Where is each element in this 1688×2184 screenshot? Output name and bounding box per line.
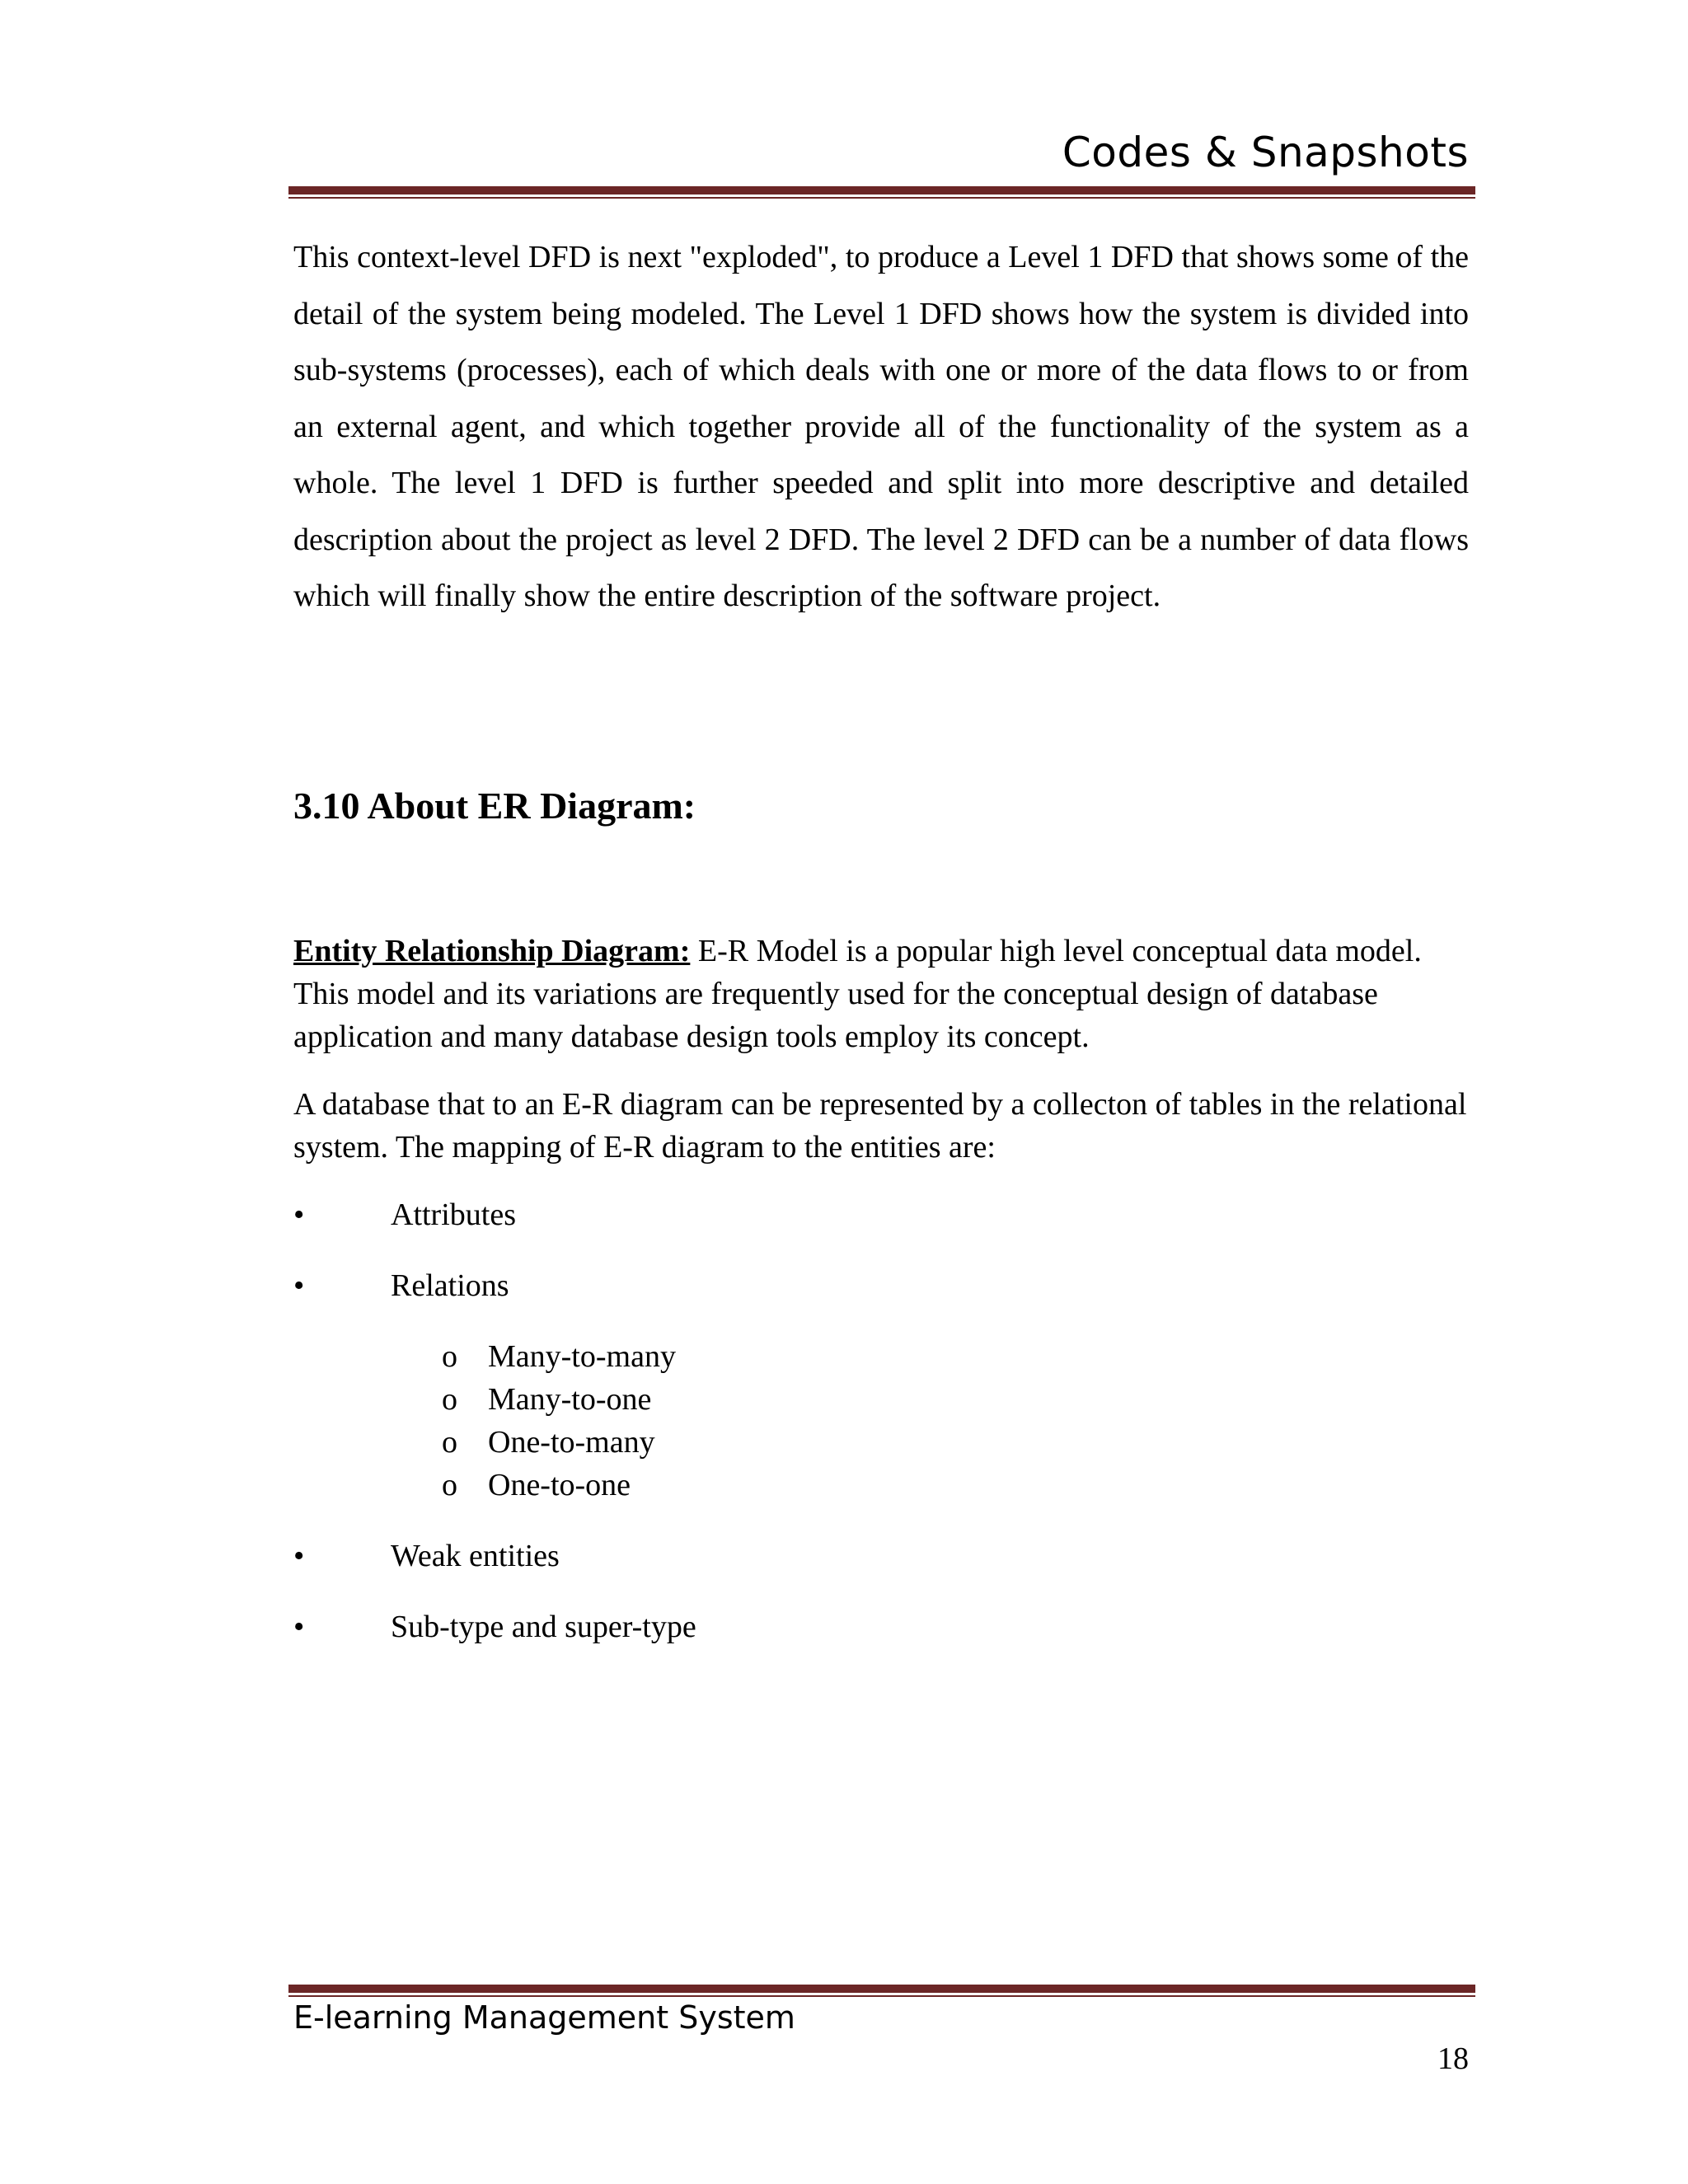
list-item (293, 1535, 1469, 1577)
bullet-icon: • (293, 1197, 305, 1232)
list-item-label: Attributes (391, 1197, 516, 1232)
sub-list-item-label: Many-to-one (488, 1382, 652, 1417)
list-item (293, 1605, 1469, 1648)
running-header: Codes & Snapshots (1062, 129, 1469, 176)
er-definition-text: E-R Model is a popular high level conceptual data model. This model and its variations are frequently used for the conceptual design of database application and many database design tools employ its concept. (293, 934, 1422, 1054)
list-item-label: Weak entities (391, 1539, 560, 1573)
footer-title: E-learning Management System (293, 1999, 795, 2036)
er-definition-paragraph (293, 930, 1469, 1058)
header-rule (288, 186, 1475, 199)
sub-list-item (391, 1421, 1469, 1464)
section-heading: 3.10 About ER Diagram: (293, 785, 696, 827)
mapping-list (293, 1193, 1469, 1648)
list-item (293, 1264, 1469, 1507)
sub-list-item-label: One-to-many (488, 1425, 655, 1460)
circle-marker-icon: o (442, 1468, 457, 1502)
sub-list-item-label: Many-to-many (488, 1339, 676, 1374)
er-section (293, 930, 1469, 1676)
list-item (293, 1193, 1469, 1236)
page-content (293, 229, 1469, 1644)
sub-list-item (391, 1335, 1469, 1378)
sub-list-item (391, 1464, 1469, 1507)
sub-list-item-label: One-to-one (488, 1468, 631, 1502)
circle-marker-icon: o (442, 1425, 457, 1460)
footer-rule (288, 1985, 1475, 1997)
list-item-label: Sub-type and super-type (391, 1610, 696, 1644)
sub-list-item (391, 1378, 1469, 1421)
mapping-paragraph: A database that to an E-R diagram can be represented by a collecton of tables in the relational system. The mapping of E-R diagram to the entities are: (293, 1087, 1467, 1165)
list-item-label: Relations (391, 1268, 509, 1303)
intro-paragraph: This context-level DFD is next "exploded", to produce a Level 1 DFD that shows some of the detail of the system being modeled. The Level 1 DFD shows how the system is divided into sub-systems (processes), each of which deals with one or more of the data flows to or from an external agent, and which together provide all of the functionality of the system as a whole. The level 1 DFD is further speeded and split into more descriptive and detailed description about the project as level 2 DFD. The level 2 DFD can be a number of data flows which will finally show the entire description of the software project. (293, 240, 1469, 613)
relation-types-list (391, 1335, 1469, 1507)
bullet-icon: • (293, 1610, 305, 1644)
bullet-icon: • (293, 1539, 305, 1573)
circle-marker-icon: o (442, 1339, 457, 1374)
bullet-icon: • (293, 1268, 305, 1303)
circle-marker-icon: o (442, 1382, 457, 1417)
page-number: 18 (1437, 2041, 1469, 2076)
er-term: Entity Relationship Diagram: (293, 934, 691, 968)
